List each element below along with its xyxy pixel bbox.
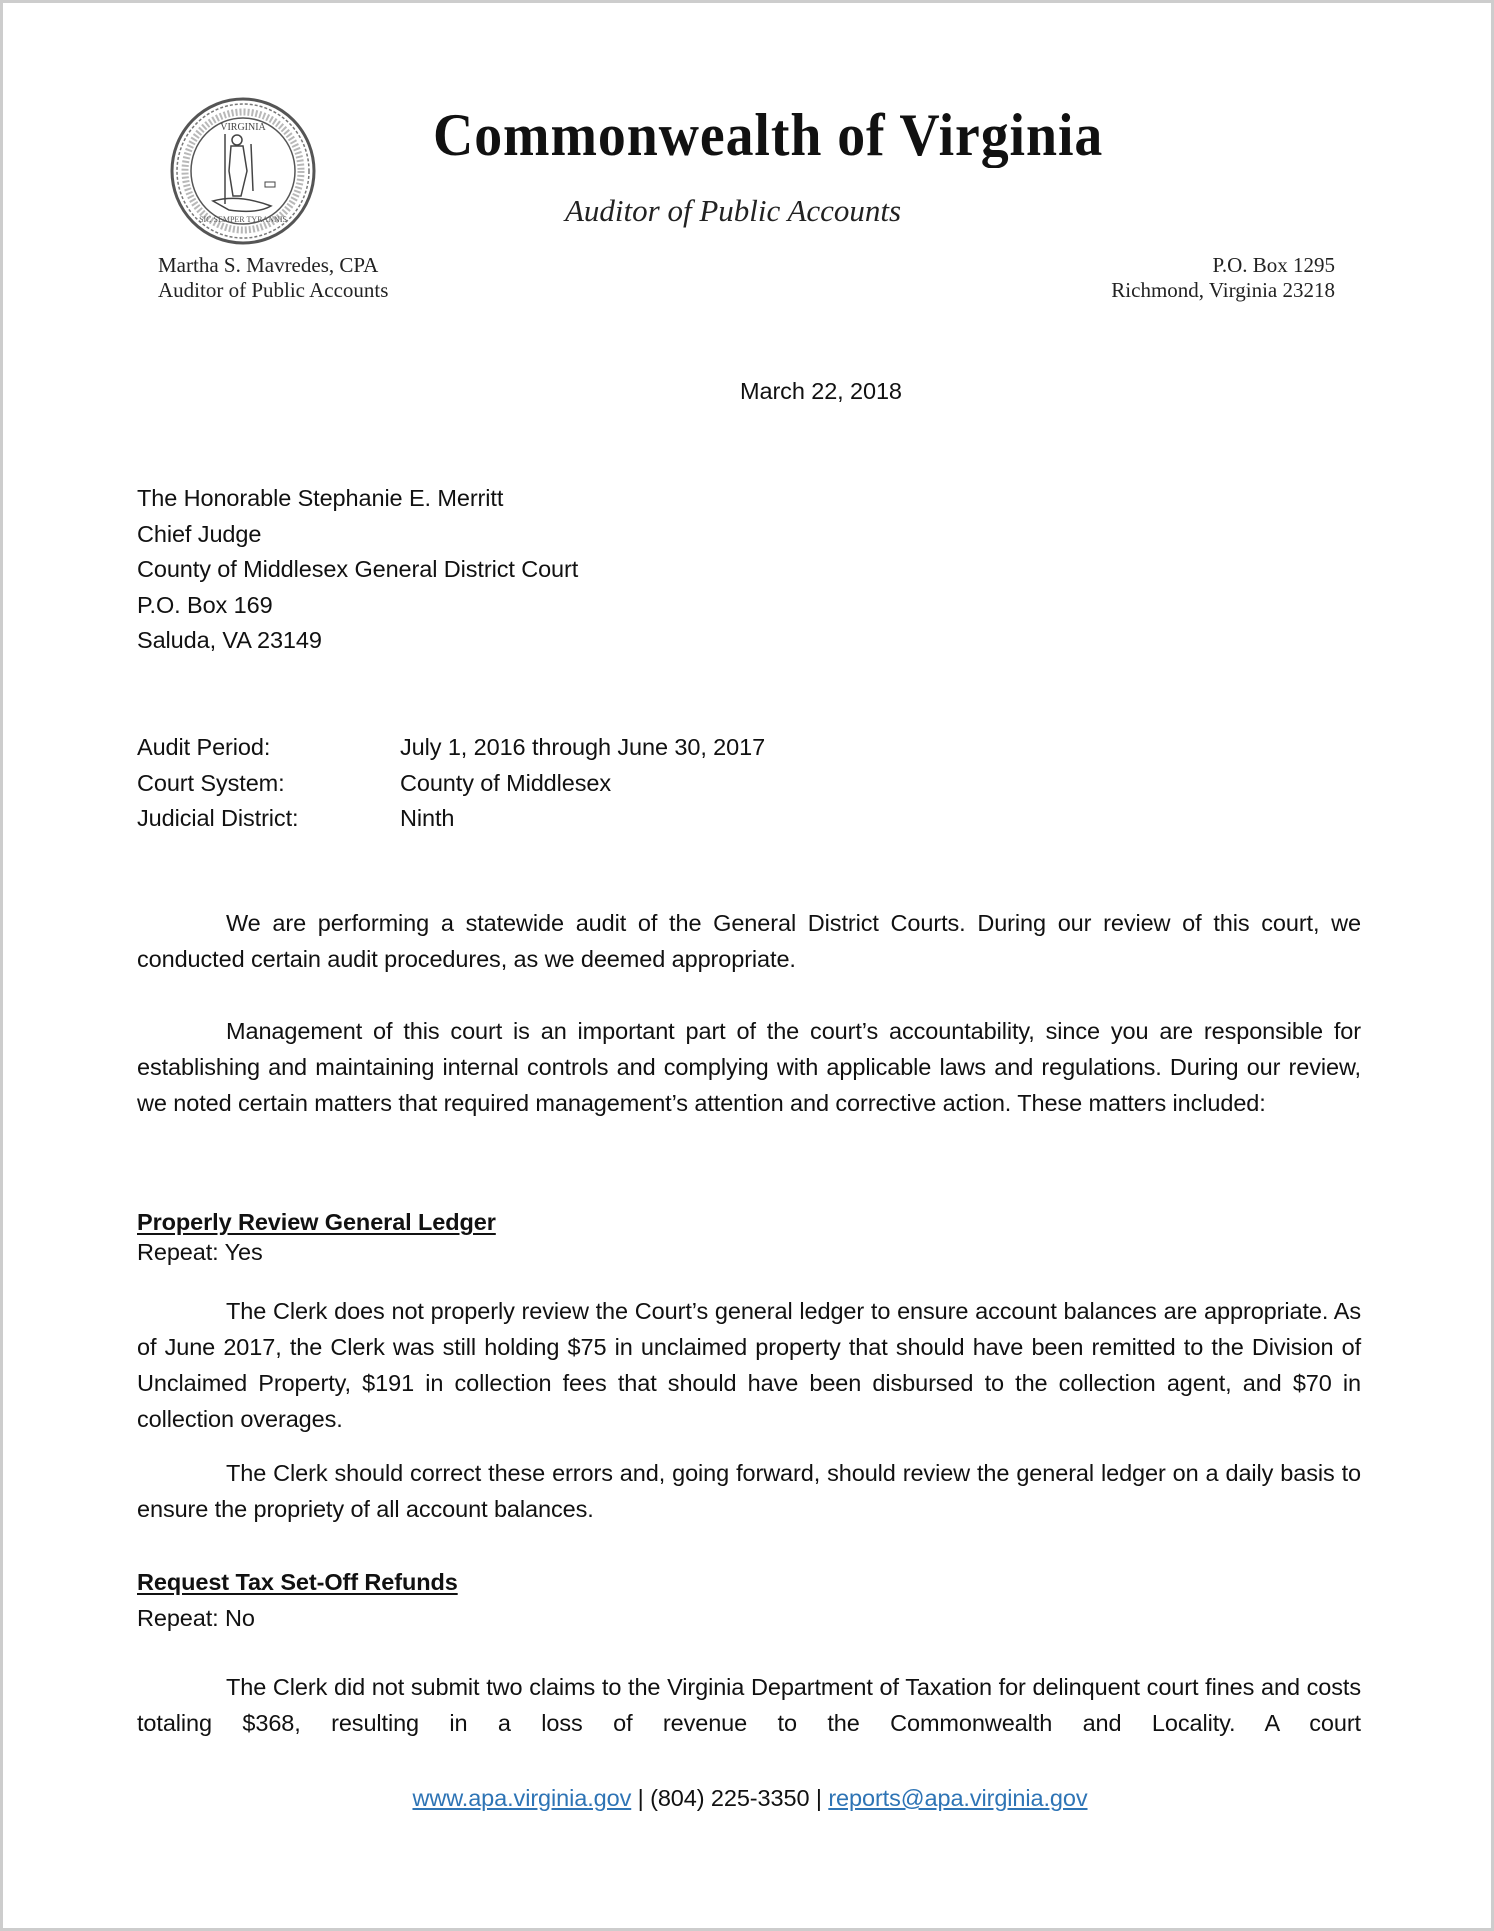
sender-po-box: P.O. Box 1295 bbox=[1212, 253, 1335, 277]
svg-text:VIRGINIA: VIRGINIA bbox=[220, 122, 266, 133]
recipient-line: Chief Judge bbox=[137, 521, 262, 547]
sender-city: Richmond, Virginia 23218 bbox=[1111, 278, 1335, 302]
judicial-district-value: Ninth bbox=[400, 805, 455, 831]
letterhead-subtitle: Auditor of Public Accounts bbox=[565, 193, 902, 228]
finding-paragraph: The Clerk does not properly review the Court’s general ledger to ensure account balances are appropriate. As of June 2017, the Clerk was still holding $75 in unclaimed property that should have been remitted to the Division of Unclaimed Property, $191 in collection fees that should have been disbursed to the collection agent, and $70 in collection overages. bbox=[137, 1298, 1361, 1432]
intro-paragraph: We are performing a statewide audit of the General District Courts. During our review of this court, we conducted certain audit procedures, as we deemed appropriate. bbox=[137, 910, 1361, 972]
finding-heading: Request Tax Set-Off Refunds bbox=[137, 1569, 458, 1595]
footer-separator: | bbox=[815, 1785, 822, 1811]
finding-paragraph: The Clerk did not submit two claims to the Virginia Department of Taxation for delinquent court fines and costs totaling $368, resulting in a loss of revenue to the Commonwealth and Locality. A court bbox=[137, 1674, 1361, 1736]
intro-paragraph: Management of this court is an important part of the court’s accountability, since you are responsible for establishing and maintaining internal controls and complying with applicable laws and regulations. During our review, we noted certain matters that required management’s attention and corrective action. These matters included: bbox=[137, 1018, 1361, 1116]
recipient-line: County of Middlesex General District Court bbox=[137, 556, 579, 582]
finding-paragraph: The Clerk should correct these errors and, going forward, should review the general ledger on a daily basis to ensure the propriety of all account balances. bbox=[137, 1460, 1361, 1522]
letter-footer bbox=[3, 1785, 1494, 1812]
sender-title: Auditor of Public Accounts bbox=[158, 278, 389, 302]
virginia-seal-icon bbox=[169, 96, 317, 246]
website-link[interactable]: www.apa.virginia.gov bbox=[412, 1785, 632, 1811]
phone-number: (804) 225-3350 bbox=[650, 1785, 810, 1811]
finding-repeat-status: Repeat: Yes bbox=[137, 1239, 263, 1265]
recipient-line: Saluda, VA 23149 bbox=[137, 627, 322, 653]
recipient-line: The Honorable Stephanie E. Merritt bbox=[137, 485, 504, 511]
court-system-label: Court System: bbox=[137, 770, 285, 796]
audit-period-label: Audit Period: bbox=[137, 734, 271, 760]
email-link[interactable]: reports@apa.virginia.gov bbox=[828, 1785, 1088, 1811]
judicial-district-label: Judicial District: bbox=[137, 805, 299, 831]
svg-text:SIC SEMPER TYRANNIS: SIC SEMPER TYRANNIS bbox=[199, 215, 287, 224]
letter-date: March 22, 2018 bbox=[740, 378, 902, 404]
court-system-value: County of Middlesex bbox=[400, 770, 612, 796]
footer-separator: | bbox=[637, 1785, 644, 1811]
sender-name: Martha S. Mavredes, CPA bbox=[158, 253, 379, 277]
audit-period-value: July 1, 2016 through June 30, 2017 bbox=[400, 734, 766, 760]
recipient-line: P.O. Box 169 bbox=[137, 592, 273, 618]
letterhead-title: Commonwealth of Virginia bbox=[433, 102, 1104, 168]
finding-repeat-status: Repeat: No bbox=[137, 1605, 255, 1631]
finding-heading: Properly Review General Ledger bbox=[137, 1209, 496, 1235]
